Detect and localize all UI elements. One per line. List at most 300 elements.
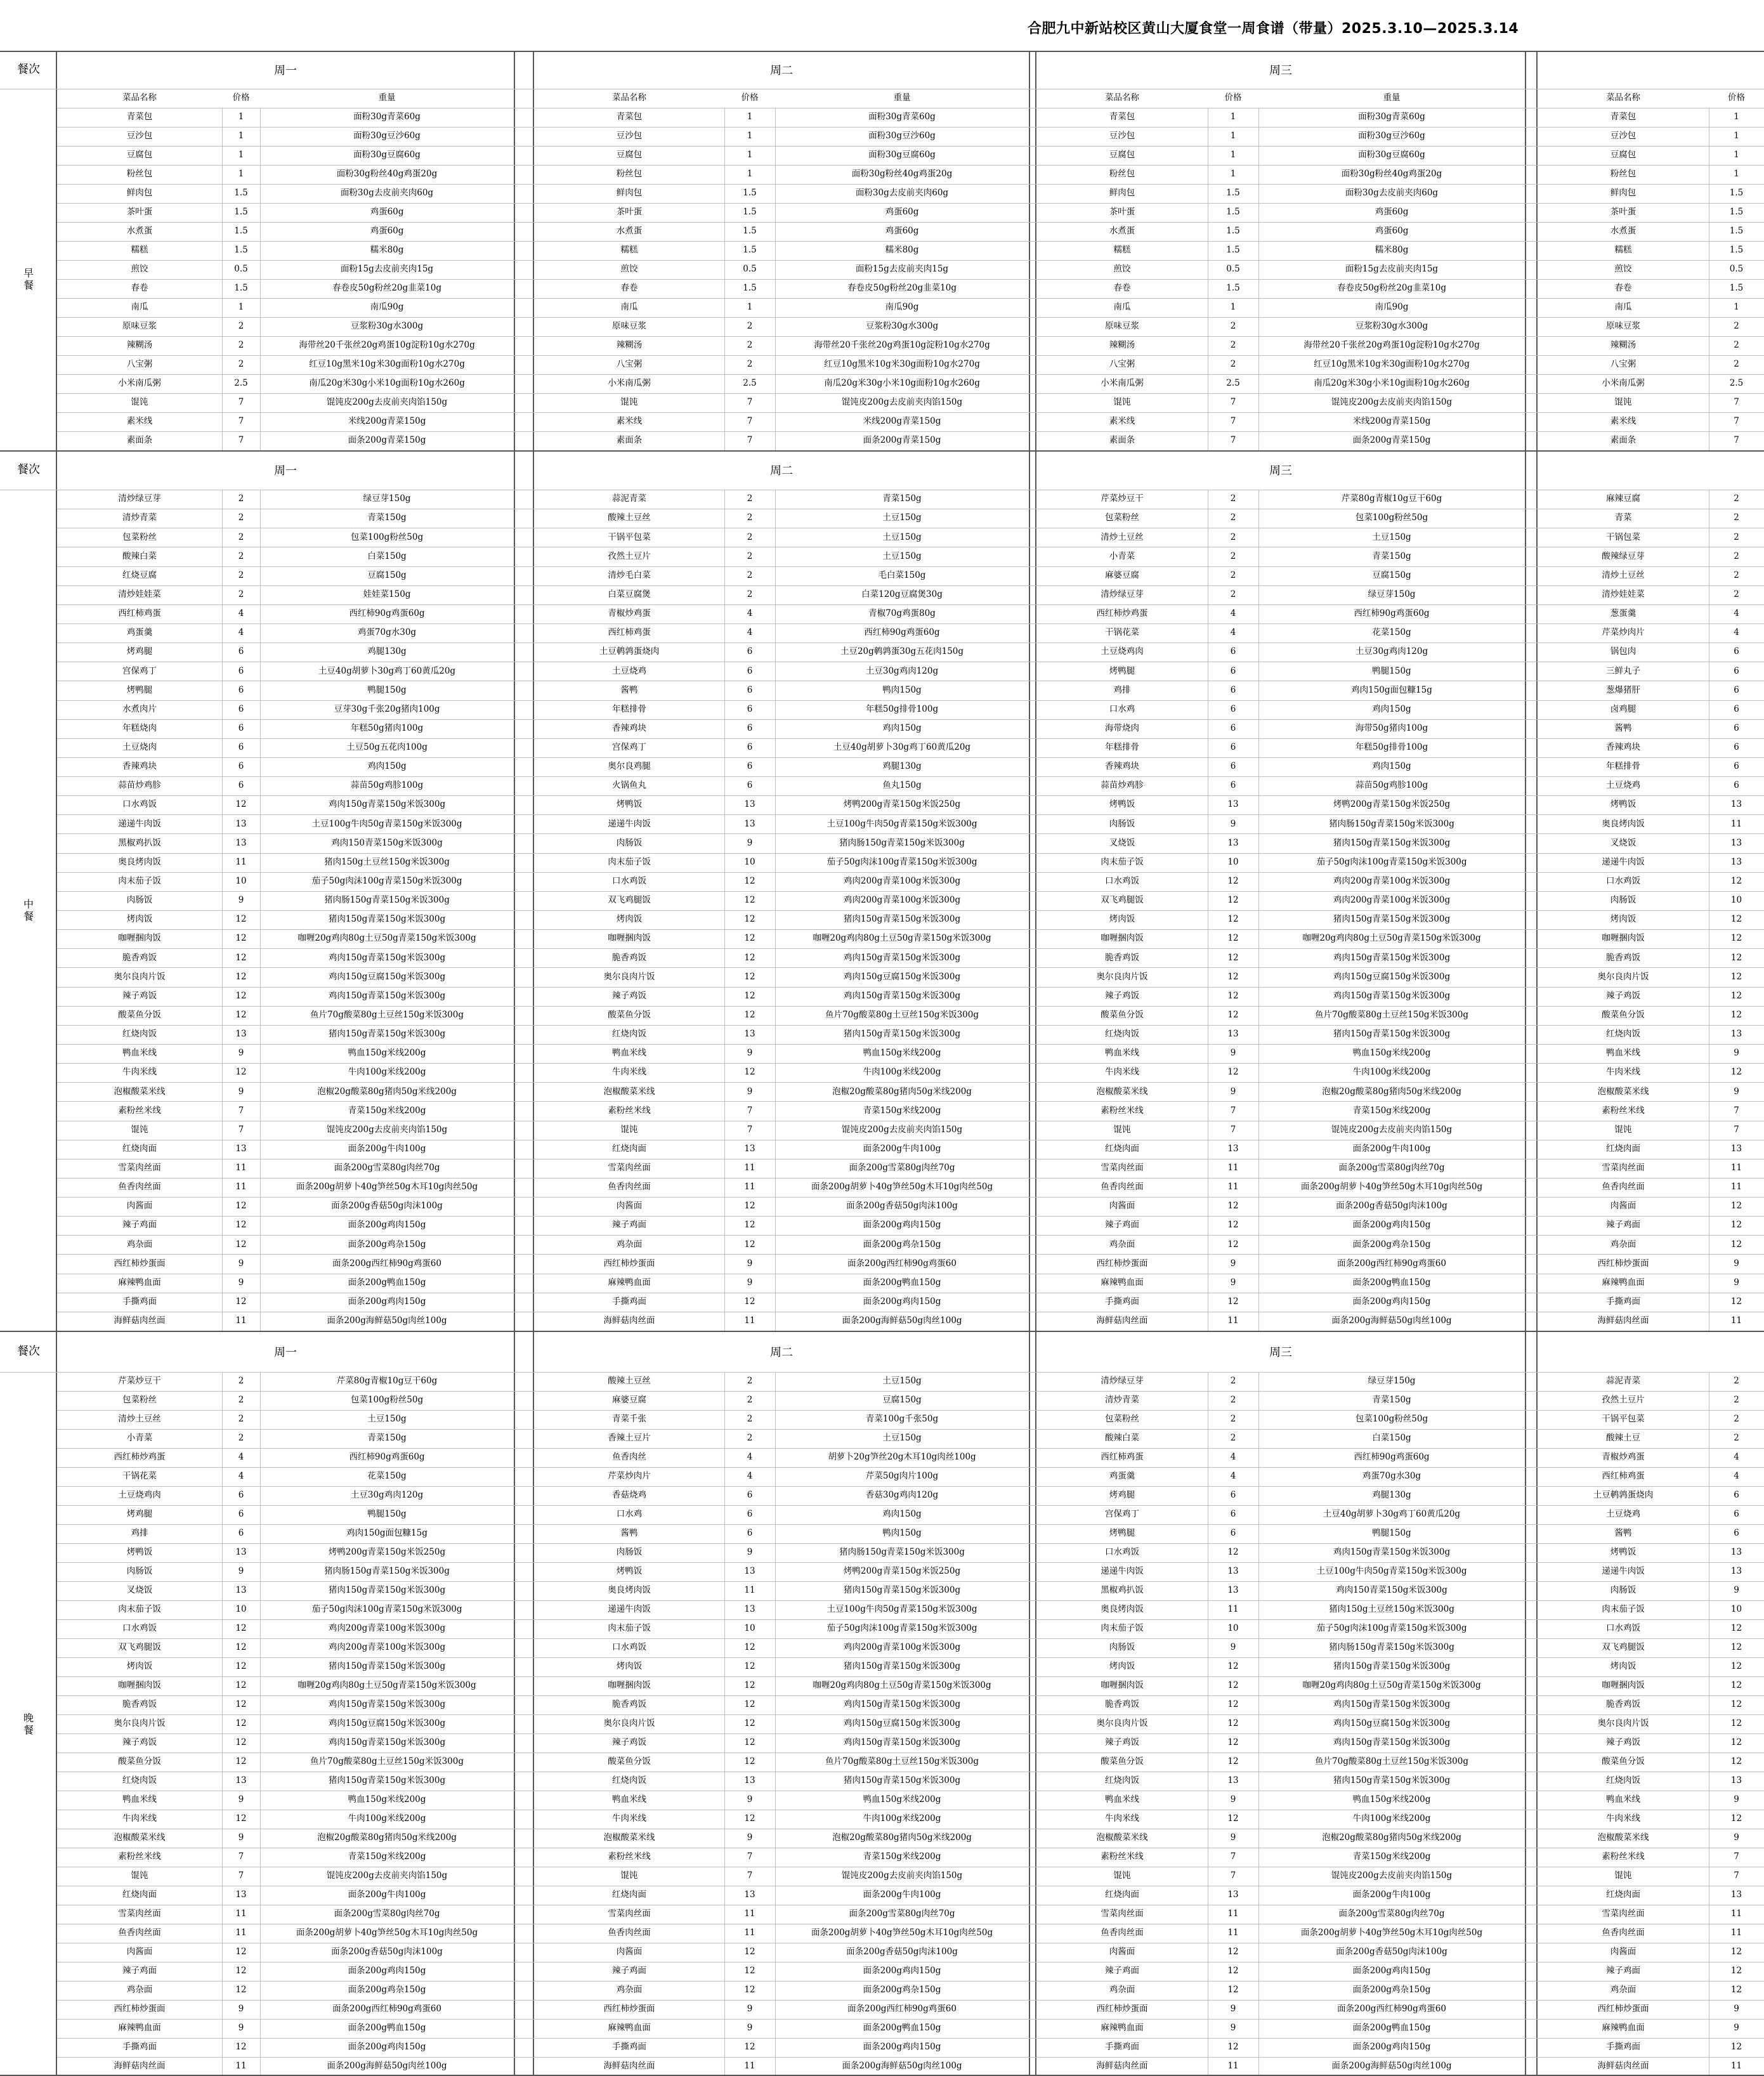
dish-price: 2 <box>238 493 244 504</box>
row-line <box>57 719 1764 720</box>
row-line <box>57 1733 1764 1734</box>
dish-name: 鸭血米线 <box>122 1794 157 1805</box>
dish-price: 12 <box>1227 1756 1239 1767</box>
dish-price: 2 <box>747 321 753 332</box>
dish-price: 6 <box>1734 1490 1739 1501</box>
dish-weight: 面条200g鸡杂150g <box>863 1239 941 1250</box>
row-line <box>57 2038 1764 2039</box>
dish-price: 9 <box>747 2004 753 2014</box>
dish-price: 6 <box>238 1528 244 1539</box>
dish-price: 7 <box>747 397 753 408</box>
dish-price: 0.5 <box>743 264 757 275</box>
dish-name: 奥尔良鸡腿 <box>608 761 651 772</box>
dish-name: 素面条 <box>1109 435 1135 446</box>
dish-price: 12 <box>235 1699 247 1710</box>
dish-name: 辣糊汤 <box>1109 340 1135 351</box>
dish-weight: 鸭血150g米线200g <box>1352 1794 1431 1805</box>
row-line <box>57 203 1764 204</box>
dish-name: 芹菜炒肉片 <box>1602 627 1645 638</box>
dish-weight: 牛肉100g米线200g <box>863 1067 941 1078</box>
dish-name: 鸡杂面 <box>616 1239 643 1250</box>
dish-name: 小米南瓜粥 <box>608 378 651 389</box>
dish-price: 2 <box>238 551 244 561</box>
dish-weight: 猪肉肠150g青菜150g米饭300g <box>1329 1642 1454 1653</box>
dish-price: 9 <box>1230 1086 1236 1097</box>
dish-price: 6 <box>238 722 244 733</box>
dish-name: 奥尔良肉片饭 <box>1597 1718 1649 1729</box>
dish-name: 煎饺 <box>131 264 148 275</box>
col-header-name: 菜品名称 <box>1606 93 1640 103</box>
dish-weight: 鸡肉150青菜150g米饭300g <box>1336 1585 1447 1596</box>
dish-price: 1.5 <box>234 283 248 294</box>
dish-weight: 面条200g胡萝卜40g笋丝50g木耳10g肉丝50g <box>811 1928 993 1938</box>
dish-weight: 土豆30g鸡肉120g <box>1355 646 1428 657</box>
dish-price: 12 <box>744 1718 755 1729</box>
dish-weight: 鱼片70g酸菜80g土豆丝150g米饭300g <box>825 1756 979 1767</box>
row-line <box>57 1486 1764 1487</box>
dish-price: 12 <box>744 1947 755 1957</box>
dish-name: 葱蛋羹 <box>1610 608 1637 619</box>
dish-price: 12 <box>1730 933 1742 944</box>
dish-name: 青椒炒鸡蛋 <box>608 608 651 619</box>
dish-weight: 面条200g鸡肉150g <box>348 2042 426 2053</box>
dish-name: 西红柿鸡蛋 <box>1101 1452 1144 1463</box>
dish-price: 12 <box>1227 895 1239 906</box>
dish-weight: 土豆100g牛肉50g青菜150g米饭300g <box>826 818 977 829</box>
dish-weight: 馄饨皮200g去皮前夹肉馅150g <box>841 1124 963 1135</box>
dish-price: 12 <box>235 1661 247 1672</box>
dish-price: 6 <box>238 780 244 791</box>
dish-name: 辣子鸡面 <box>122 1220 157 1231</box>
dish-name: 黑椒鸡扒饭 <box>118 837 161 848</box>
dish-name: 馄饨 <box>1614 1870 1632 1881</box>
day-header: 周三 <box>1269 1345 1292 1359</box>
dish-name: 麻辣豆腐 <box>1606 493 1640 504</box>
dish-name: 香菇烧鸡 <box>612 1490 646 1501</box>
dish-weight: 面条200g牛肉100g <box>348 1143 426 1154</box>
dish-weight: 咖喱20g鸡肉80g土豆50g青菜150g米饭300g <box>297 933 476 944</box>
dish-name: 叉烧饭 <box>126 1585 153 1596</box>
dish-price: 9 <box>238 1832 244 1843</box>
dish-price: 12 <box>1227 952 1239 963</box>
dish-name: 馄饨 <box>620 397 638 408</box>
dish-name: 芹菜炒豆干 <box>1101 493 1144 504</box>
dish-weight: 面条200g雪菜80g肉丝70g <box>1338 1909 1445 1919</box>
dish-price: 12 <box>1227 1718 1239 1729</box>
dish-name: 豆腐包 <box>1610 150 1637 160</box>
dish-price: 1.5 <box>1729 245 1744 256</box>
dish-name: 牛肉米线 <box>1105 1813 1139 1824</box>
dish-name: 原味豆浆 <box>1606 321 1640 332</box>
dish-price: 7 <box>1734 1870 1739 1881</box>
dish-price: 9 <box>1734 1258 1739 1269</box>
dish-price: 12 <box>1227 1966 1239 1976</box>
dish-price: 6 <box>238 1490 244 1501</box>
dish-name: 辣子鸡面 <box>1606 1220 1640 1231</box>
dish-name: 奥尔良肉片饭 <box>1096 971 1148 982</box>
dish-price: 7 <box>1230 397 1236 408</box>
dish-name: 海鲜菇肉丝面 <box>603 1315 655 1326</box>
dish-name: 素米线 <box>1109 416 1135 427</box>
row-line <box>57 585 1764 586</box>
dish-price: 4 <box>747 627 753 638</box>
dish-name: 烤肉饭 <box>616 914 643 925</box>
dish-weight: 面条200g鸡肉150g <box>348 1966 426 1976</box>
dish-weight: 绿豆芽150g <box>1368 1376 1416 1387</box>
group-right-border <box>1525 51 1526 450</box>
dish-name: 手撕鸡面 <box>1105 1296 1139 1307</box>
dish-name: 青菜包 <box>1610 112 1637 122</box>
dish-weight: 面粉30g豆沙60g <box>1358 131 1425 141</box>
dish-name: 粉丝包 <box>126 169 153 180</box>
dish-name: 酸菜鱼分饭 <box>1602 1756 1645 1767</box>
dish-price: 12 <box>1730 1067 1742 1078</box>
dish-weight: 面条200g青菜150g <box>1352 435 1431 446</box>
dish-price: 9 <box>747 1086 753 1097</box>
dish-weight: 土豆40g胡萝卜30g鸡丁60黄瓜20g <box>1323 1509 1461 1520</box>
dish-name: 素粉丝米线 <box>608 1851 651 1862</box>
dish-weight: 面条200g鸭血150g <box>863 2023 941 2034</box>
dish-name: 水煮蛋 <box>126 226 153 237</box>
dish-name: 南瓜 <box>1614 302 1632 313</box>
dish-weight: 春卷皮50g粉丝20g韭菜10g <box>332 283 441 294</box>
dish-price: 1.5 <box>234 245 248 256</box>
dish-name: 水煮蛋 <box>616 226 643 237</box>
dish-price: 4 <box>1734 608 1739 619</box>
dish-price: 11 <box>235 1928 247 1938</box>
dish-price: 12 <box>1730 876 1742 887</box>
dish-name: 烤鸭腿 <box>1109 665 1135 676</box>
dish-price: 12 <box>1227 1201 1239 1211</box>
dish-price: 12 <box>744 1737 755 1748</box>
dish-price: 13 <box>1730 1890 1742 1900</box>
dish-weight: 南瓜90g <box>1375 302 1409 313</box>
dish-name: 奥尔良肉片饭 <box>114 971 166 982</box>
dish-weight: 面条200g胡萝卜40g笋丝50g木耳10g肉丝50g <box>1300 1928 1483 1938</box>
dish-price: 13 <box>1730 799 1742 810</box>
dish-price: 4 <box>1734 1471 1739 1482</box>
dish-price: 2 <box>1734 1376 1739 1387</box>
dish-weight: 鸭腿150g <box>1372 1528 1411 1539</box>
dish-name: 泡椒酸菜米线 <box>114 1086 166 1097</box>
dish-weight: 面粉30g去皮前夹肉60g <box>340 188 434 199</box>
dish-weight: 米线200g青菜150g <box>1352 416 1431 427</box>
dish-name: 糯糕 <box>131 245 148 256</box>
dish-name: 递递牛肉饭 <box>118 818 161 829</box>
dish-name: 芹菜炒肉片 <box>608 1471 651 1482</box>
dish-weight: 面条200g牛肉100g <box>863 1143 941 1154</box>
dish-price: 1 <box>1230 169 1236 180</box>
dish-name: 土豆烧肉 <box>122 742 157 753</box>
dish-weight: 鸡肉150g豆腐150g米饭300g <box>843 1718 961 1729</box>
dish-name: 红烧肉面 <box>1105 1143 1139 1154</box>
dish-name: 八宝粥 <box>126 359 153 370</box>
dish-price: 12 <box>744 1220 755 1231</box>
dish-name: 麻辣鸭血面 <box>1602 2023 1645 2034</box>
dish-weight: 青菜150g <box>1372 1395 1411 1406</box>
dish-name: 蒜苗炒鸡胗 <box>118 780 161 791</box>
dish-name: 牛肉米线 <box>1105 1067 1139 1078</box>
dish-name: 咖喱捆肉饭 <box>608 933 651 944</box>
dish-name: 肉肠饭 <box>1610 895 1637 906</box>
row-line <box>57 393 1764 394</box>
dish-name: 酸菜鱼分饭 <box>608 1756 651 1767</box>
dish-price: 9 <box>1734 2004 1739 2014</box>
dish-weight: 面粉30g去皮前夹肉60g <box>855 188 949 199</box>
dish-price: 6 <box>747 646 753 657</box>
dish-name: 三鲜丸子 <box>1606 665 1640 676</box>
row-line <box>57 1448 1764 1449</box>
dish-price: 4 <box>238 1471 244 1482</box>
dish-name: 煎饺 <box>1614 264 1632 275</box>
dish-name: 素粉丝米线 <box>118 1105 161 1116</box>
dish-name: 辣糊汤 <box>126 340 153 351</box>
dish-name: 土豆鹌鹑蛋烧肉 <box>1593 1490 1654 1501</box>
dish-price: 2 <box>1734 359 1739 370</box>
dish-weight: 咖喱20g鸡肉80g土豆50g青菜150g米饭300g <box>813 1680 991 1691</box>
dish-name: 馄饨 <box>1113 1124 1131 1135</box>
dish-price: 2 <box>238 1433 244 1444</box>
dish-price: 12 <box>235 914 247 925</box>
dish-weight: 面粉30g粉丝40g鸡蛋20g <box>851 169 953 180</box>
dish-name: 西红柿炒蛋面 <box>1096 2004 1148 2014</box>
dish-price: 12 <box>1730 1756 1742 1767</box>
dish-name: 鸭血米线 <box>1105 1794 1139 1805</box>
dish-weight: 面粉30g粉丝40g鸡蛋20g <box>1341 169 1442 180</box>
row-line <box>57 795 1764 796</box>
dish-name: 鸭血米线 <box>1606 1794 1640 1805</box>
dish-name: 西红柿鸡蛋 <box>608 627 651 638</box>
dish-price: 9 <box>238 2004 244 2014</box>
dish-name: 麻辣鸭血面 <box>118 2023 161 2034</box>
dish-price: 6 <box>1734 780 1739 791</box>
dish-name: 口水鸡饭 <box>122 799 157 810</box>
dish-price: 2 <box>747 1376 753 1387</box>
dish-name: 手撕鸡面 <box>612 2042 646 2053</box>
dish-name: 口水鸡饭 <box>1105 876 1139 887</box>
dish-name: 酱鸭 <box>1614 722 1632 733</box>
dish-weight: 面条200g鸡杂150g <box>1352 1985 1431 1995</box>
dish-price: 13 <box>1227 1029 1239 1040</box>
dish-price: 13 <box>744 799 755 810</box>
dish-name: 素粉丝米线 <box>1602 1105 1645 1116</box>
dish-name: 海鲜菇肉丝面 <box>114 1315 166 1326</box>
dish-weight: 豆浆粉30g水300g <box>1355 321 1428 332</box>
dish-weight: 馄饨皮200g去皮前夹肉馅150g <box>841 397 963 408</box>
dish-price: 13 <box>1730 1775 1742 1786</box>
dish-price: 13 <box>1227 1775 1239 1786</box>
dish-weight: 芹菜50g肉片100g <box>865 1471 939 1482</box>
dish-name: 鸡排 <box>1113 684 1131 695</box>
col-line <box>724 1372 725 2076</box>
dish-price: 2 <box>1230 589 1236 599</box>
dish-name: 咖喱捆肉饭 <box>1101 933 1144 944</box>
dish-weight: 鸡肉150g豆腐150g米饭300g <box>328 1718 446 1729</box>
dish-name: 年糕排骨 <box>1606 761 1640 772</box>
dish-price: 6 <box>1230 742 1236 753</box>
dish-weight: 青菜150g <box>1372 551 1411 561</box>
dish-name: 鱼香肉丝面 <box>1101 1928 1144 1938</box>
dish-price: 10 <box>744 1623 755 1634</box>
dish-price: 12 <box>1227 2042 1239 2053</box>
dish-price: 12 <box>744 1699 755 1710</box>
dish-name: 馄饨 <box>1614 1124 1632 1135</box>
dish-weight: 鸡肉150g豆腐150g米饭300g <box>328 971 446 982</box>
dish-weight: 面条200g鸡肉150g <box>863 1220 941 1231</box>
dish-price: 12 <box>235 1623 247 1634</box>
dish-name: 肉末茄子饭 <box>608 1623 651 1634</box>
dish-price: 9 <box>1734 1048 1739 1059</box>
dish-price: 12 <box>744 876 755 887</box>
dish-weight: 面条200g海鲜菇50g肉丝100g <box>327 1315 447 1326</box>
dish-name: 递递牛肉饭 <box>1602 1566 1645 1577</box>
dish-weight: 土豆30g鸡肉120g <box>350 1490 424 1501</box>
dish-name: 海鲜菇肉丝面 <box>1096 1315 1148 1326</box>
dish-weight: 烤鸭200g青菜150g米饭250g <box>843 799 961 810</box>
dish-name: 红烧肉面 <box>1606 1143 1640 1154</box>
dish-weight: 牛肉100g米线200g <box>863 1813 941 1824</box>
dish-name: 鱼香肉丝面 <box>1101 1182 1144 1192</box>
col-header-price: 价格 <box>1728 93 1745 103</box>
dish-weight: 面条200g香菇50g肉沫100g <box>846 1947 958 1957</box>
dish-price: 9 <box>238 895 244 906</box>
dish-price: 12 <box>744 1680 755 1691</box>
dish-weight: 鸡蛋60g <box>885 226 919 237</box>
dish-price: 11 <box>235 856 247 867</box>
dish-weight: 蒜苗50g鸡胗100g <box>1355 780 1428 791</box>
dish-price: 6 <box>747 703 753 714</box>
dish-price: 9 <box>1734 1794 1739 1805</box>
dish-name: 口水鸡饭 <box>1606 876 1640 887</box>
dish-name: 土豆鹌鹑蛋烧肉 <box>599 646 660 657</box>
dish-weight: 面粉15g去皮前夹肉15g <box>855 264 949 275</box>
dish-price: 11 <box>235 1163 247 1173</box>
dish-name: 鱼香肉丝 <box>612 1452 646 1463</box>
dish-weight: 猪肉肠150g青菜150g米饭300g <box>839 837 965 848</box>
dish-name: 奥尔良肉片饭 <box>603 1718 655 1729</box>
dish-weight: 土豆150g <box>882 551 922 561</box>
dish-weight: 青菜100g千张50g <box>865 1414 939 1425</box>
dish-name: 干锅花菜 <box>122 1471 157 1482</box>
dish-name: 咖喱捆肉饭 <box>1602 1680 1645 1691</box>
dish-weight: 鸡肉150g面包糠15g <box>1351 684 1432 695</box>
dish-weight: 土豆100g牛肉50g青菜150g米饭300g <box>1316 1566 1467 1577</box>
dish-price: 1.5 <box>743 283 757 294</box>
dish-price: 2 <box>1734 1414 1739 1425</box>
dish-name: 小米南瓜粥 <box>118 378 161 389</box>
dish-weight: 咖喱20g鸡肉80g土豆50g青菜150g米饭300g <box>1302 933 1481 944</box>
dish-name: 素面条 <box>616 435 643 446</box>
dish-price: 12 <box>1227 1947 1239 1957</box>
row-line <box>57 929 1764 930</box>
dish-weight: 鸡腿130g <box>367 646 407 657</box>
dish-price: 1 <box>1734 169 1739 180</box>
dish-weight: 包菜100g粉丝50g <box>1355 1414 1428 1425</box>
dish-name: 烤鸡腿 <box>126 1509 153 1520</box>
dish-name: 奥尔良肉片饭 <box>1096 1718 1148 1729</box>
dish-price: 1.5 <box>743 188 757 199</box>
dish-price: 6 <box>1230 1509 1236 1520</box>
dish-weight: 面条200g鸡杂150g <box>1352 1239 1431 1250</box>
dish-price: 1 <box>747 169 753 180</box>
dish-price: 12 <box>1227 990 1239 1001</box>
dish-weight: 烤鸭200g青菜150g米饭250g <box>843 1566 961 1577</box>
dish-price: 6 <box>1734 1528 1739 1539</box>
dish-name: 奥尔良肉片饭 <box>114 1718 166 1729</box>
dish-price: 6 <box>1734 646 1739 657</box>
dish-name: 口水鸡饭 <box>1606 1623 1640 1634</box>
row-line <box>57 1619 1764 1620</box>
dish-weight: 年糕50g排骨100g <box>1355 742 1428 753</box>
dish-weight: 面条200g鸡肉150g <box>1352 1966 1431 1976</box>
dish-name: 奥良烤肉饭 <box>1602 818 1645 829</box>
dish-price: 13 <box>1730 1547 1742 1558</box>
dish-name: 清炒娃娃菜 <box>118 589 161 599</box>
dish-price: 1 <box>238 302 244 313</box>
dish-weight: 泡椒20g酸菜80g猪肉50g米线200g <box>1322 1086 1461 1097</box>
dish-weight: 猪肉肠150g青菜150g米饭300g <box>1329 818 1454 829</box>
row-line <box>57 260 1764 261</box>
dish-weight: 面条200g鸭血150g <box>1352 2023 1431 2034</box>
row-line <box>57 776 1764 777</box>
dish-weight: 蒜苗50g鸡胗100g <box>350 780 424 791</box>
row-line <box>57 222 1764 223</box>
dish-name: 烤鸡腿 <box>1109 1490 1135 1501</box>
dish-weight: 面条200g牛肉100g <box>348 1890 426 1900</box>
dish-weight: 西红柿90g鸡蛋60g <box>349 1452 425 1463</box>
dish-name: 咖喱捆肉饭 <box>1101 1680 1144 1691</box>
dish-name: 春卷 <box>1614 283 1632 294</box>
dish-price: 11 <box>1730 1909 1742 1919</box>
dish-name: 麻辣鸭血面 <box>1602 1277 1645 1288</box>
dish-name: 鸡杂面 <box>1109 1239 1135 1250</box>
dish-name: 香辣土豆片 <box>608 1433 651 1444</box>
dish-name: 宫保鸡丁 <box>1105 1509 1139 1520</box>
dish-name: 红烧肉饭 <box>122 1775 157 1786</box>
dish-weight: 豆腐150g <box>1372 570 1411 580</box>
dish-weight: 南瓜20g米30g小米10g面粉10g水260g <box>309 378 465 389</box>
dish-price: 1 <box>238 150 244 160</box>
dish-weight: 绿豆芽150g <box>363 493 411 504</box>
dish-name: 麻辣鸭血面 <box>1101 1277 1144 1288</box>
dish-name: 辣子鸡饭 <box>612 990 646 1001</box>
dish-name: 泡椒酸菜米线 <box>603 1832 655 1843</box>
dish-weight: 豆腐150g <box>367 570 407 580</box>
dish-weight: 面条200g鸡杂150g <box>863 1985 941 1995</box>
dish-name: 双飞鸡腿饭 <box>1602 1642 1645 1653</box>
dish-name: 肉肠饭 <box>126 895 153 906</box>
dish-name: 酸辣白菜 <box>1105 1433 1139 1444</box>
dish-weight: 猪肉150g青菜150g米饭300g <box>843 1029 961 1040</box>
dish-price: 7 <box>1230 1124 1236 1135</box>
dish-name: 蒜泥青菜 <box>1606 1376 1640 1387</box>
dish-weight: 鸭血150g米线200g <box>863 1048 941 1059</box>
dish-price: 12 <box>744 933 755 944</box>
dish-name: 八宝粥 <box>1610 359 1637 370</box>
col-header-price: 价格 <box>1224 93 1242 103</box>
dish-price: 7 <box>1230 1870 1236 1881</box>
dish-price: 12 <box>1227 1009 1239 1020</box>
dish-name: 肉末茄子饭 <box>608 856 651 867</box>
dish-weight: 面条200g海鲜菇50g肉丝100g <box>327 2061 447 2072</box>
dish-name: 鸡杂面 <box>616 1985 643 1995</box>
dish-weight: 猪肉150g土豆丝150g米饭300g <box>324 856 450 867</box>
dish-price: 2 <box>1230 1395 1236 1406</box>
dish-price: 12 <box>1227 971 1239 982</box>
dish-name: 口水鸡饭 <box>612 1642 646 1653</box>
dish-price: 7 <box>238 1851 244 1862</box>
dish-weight: 面条200g香菇50g肉沫100g <box>1336 1947 1447 1957</box>
